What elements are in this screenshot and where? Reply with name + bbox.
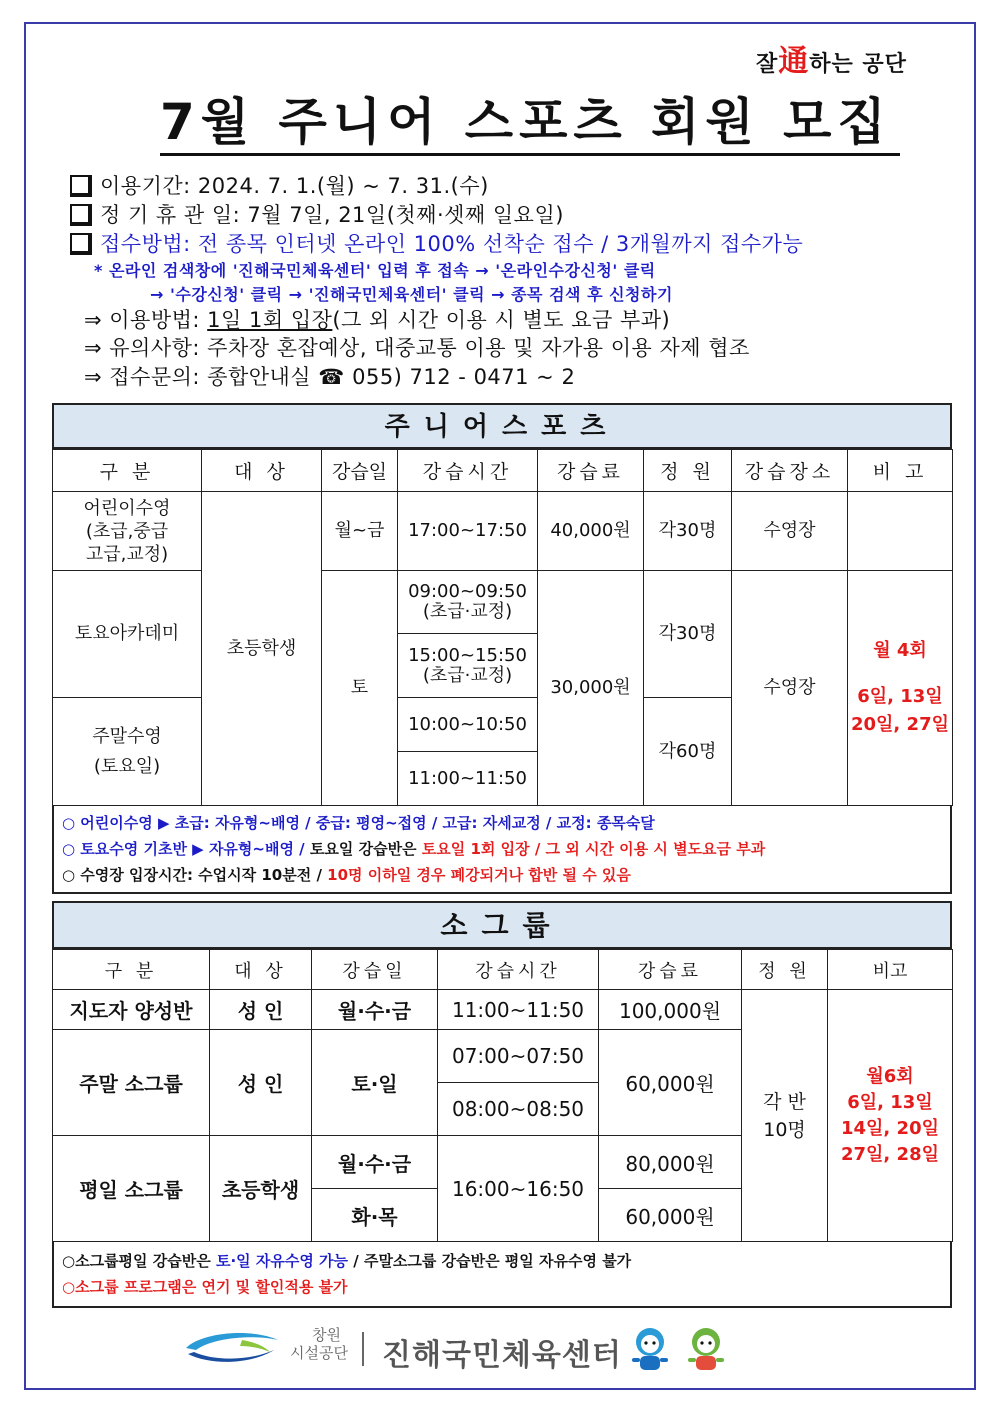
sat-academy-name: 토요아카데미 — [53, 571, 202, 698]
small-group-heading: 소그룹 — [52, 901, 952, 949]
junior-schedule-note: 월 4회 6일, 13일 20일, 27일 — [848, 571, 953, 806]
junior-sports-table — [52, 449, 953, 806]
small-group-note-2: ○소그룹 프로그램은 연기 및 할인적용 불가 — [62, 1278, 348, 1296]
changwon-facility-logo-icon — [182, 1326, 282, 1366]
kids-swim-note — [848, 492, 953, 571]
info-apply-sub2: → '수강신청' 클릭 → '진해국민체육센터' 클릭 → 종목 검색 후 신청하기 — [150, 285, 673, 304]
small-group-table — [52, 949, 953, 1242]
sg-col-header-target: 대 상 — [210, 950, 312, 990]
weekday-sg-time: 16:00~16:50 — [438, 1136, 599, 1242]
junior-note-3: ○ 수영장 입장시간: 수업시작 10분전 / 10명 이하일 경우 폐강되거나 합반 될 수 있음 — [62, 866, 631, 884]
sg-col-header-note: 비고 — [828, 950, 953, 990]
logo-text: 창원 시설공단 — [290, 1326, 348, 1362]
col-header-fee: 강습료 — [538, 450, 644, 492]
weekend-swim-time2: 11:00~11:50 — [398, 752, 538, 806]
kids-swim-days: 월~금 — [322, 492, 398, 571]
small-group-notes — [52, 1242, 952, 1308]
weekday-sg-fee2: 60,000원 — [599, 1189, 742, 1242]
sat-days: 토 — [322, 571, 398, 806]
checkbox-square-icon — [70, 233, 92, 255]
leader-fee: 100,000원 — [599, 990, 742, 1030]
weekday-sg-name: 평일 소그룹 — [53, 1136, 210, 1242]
junior-sports-section — [52, 403, 952, 894]
footer — [182, 1324, 742, 1374]
junior-notes — [52, 806, 952, 894]
leader-name: 지도자 양성반 — [53, 990, 210, 1030]
weekend-sg-fee: 60,000원 — [599, 1030, 742, 1136]
weekend-swim-capacity: 각60명 — [644, 698, 732, 806]
weekend-swim-name: 주말수영 (토요일) — [53, 698, 202, 806]
checkbox-square-icon — [70, 175, 92, 197]
junior-sports-heading: 주니어스포츠 — [52, 403, 952, 449]
weekend-sg-time1: 07:00~07:50 — [438, 1030, 599, 1083]
sg-col-header-days: 강습일 — [312, 950, 438, 990]
weekend-sg-time2: 08:00~08:50 — [438, 1083, 599, 1136]
slogan: 잘通하는 공단 — [756, 44, 907, 79]
sat-fee: 30,000원 — [538, 571, 644, 806]
sg-col-header-capacity: 정 원 — [742, 950, 828, 990]
small-group-capacity: 각 반 10명 — [742, 990, 828, 1242]
info-usage: ⇒ 이용방법: 1일 1회 입장(그 외 시간 이용 시 별도 요금 부과) — [84, 308, 671, 332]
mascot-green-icon — [680, 1324, 732, 1376]
small-group-note-1: ○소그룹평일 강습반은 토·일 자유수영 가능 / 주말소그룹 강습반은 평일 자유수영 불가 — [62, 1252, 632, 1270]
info-closed: 정 기 휴 관 일: 7월 7일, 21일(첫째·셋째 일요일) — [70, 199, 564, 229]
col-header-days: 강습일 — [322, 450, 398, 492]
small-group-section — [52, 901, 952, 1308]
sg-col-header-time: 강습시간 — [438, 950, 599, 990]
col-header-place: 강습장소 — [732, 450, 848, 492]
col-header-capacity: 정 원 — [644, 450, 732, 492]
weekend-sg-target: 성 인 — [210, 1030, 312, 1136]
sat-academy-time1: 09:00~09:50 (초급·교정) — [398, 571, 538, 634]
kids-swim-time: 17:00~17:50 — [398, 492, 538, 571]
col-header-category: 구 분 — [53, 450, 202, 492]
sat-place: 수영장 — [732, 571, 848, 806]
sg-col-header-category: 구 분 — [53, 950, 210, 990]
col-header-time: 강습시간 — [398, 450, 538, 492]
weekend-sg-name: 주말 소그룹 — [53, 1030, 210, 1136]
page-title: 7월 주니어 스포츠 회원 모집 — [160, 92, 900, 156]
junior-note-2: ○ 토요수영 기초반 ▶ 자유형~배영 / 토요일 강습반은 토요일 1회 입장 / 그 외 시간 이용 시 별도요금 부과 — [62, 840, 766, 858]
weekend-swim-time1: 10:00~10:50 — [398, 698, 538, 752]
weekday-sg-days1: 월·수·금 — [312, 1136, 438, 1189]
info-apply: 접수방법: 전 종목 인터넷 온라인 100% 선착순 접수 / 3개월까지 접수가능 — [70, 228, 803, 258]
info-period: 이용기간: 2024. 7. 1.(월) ~ 7. 31.(수) — [70, 170, 489, 200]
leader-target: 성 인 — [210, 990, 312, 1030]
weekend-sg-days: 토·일 — [312, 1030, 438, 1136]
sg-col-header-fee: 강습료 — [599, 950, 742, 990]
kids-swim-fee: 40,000원 — [538, 492, 644, 571]
sat-academy-time2: 15:00~15:50 (초급·교정) — [398, 634, 538, 698]
kids-swim-capacity: 각30명 — [644, 492, 732, 571]
leader-time: 11:00~11:50 — [438, 990, 599, 1030]
col-header-target: 대 상 — [202, 450, 322, 492]
kids-swim-place: 수영장 — [732, 492, 848, 571]
weekday-sg-target: 초등학생 — [210, 1136, 312, 1242]
checkbox-square-icon — [70, 204, 92, 226]
leader-days: 월·수·금 — [312, 990, 438, 1030]
footer-divider — [362, 1332, 364, 1366]
junior-target: 초등학생 — [202, 492, 322, 806]
small-group-schedule-note: 월6회 6일, 13일 14일, 20일 27일, 28일 — [828, 990, 953, 1242]
sat-academy-capacity: 각30명 — [644, 571, 732, 698]
info-apply-sub1: * 온라인 검색창에 '진해국민체육센터' 입력 후 접속 → '온라인수강신청' 클릭 — [94, 261, 656, 280]
info-caution: ⇒ 유의사항: 주차장 혼잡예상, 대중교통 이용 및 자가용 이용 자제 협조 — [84, 336, 750, 360]
junior-note-1: ○ 어린이수영 ▶ 초급: 자유형~배영 / 중급: 평영~접영 / 고급: 자세교정 / 교정: 종목숙달 — [62, 814, 655, 832]
mascot-blue-icon — [624, 1324, 676, 1376]
col-header-note: 비 고 — [848, 450, 953, 492]
center-name: 진해국민체육센터 — [382, 1338, 622, 1373]
weekday-sg-days2: 화·목 — [312, 1189, 438, 1242]
kids-swim-name: 어린이수영 (초급,중급 고급,교정) — [53, 492, 202, 571]
info-contact: ⇒ 접수문의: 종합안내실 ☎ 055) 712 - 0471 ~ 2 — [84, 365, 576, 389]
weekday-sg-fee1: 80,000원 — [599, 1136, 742, 1189]
